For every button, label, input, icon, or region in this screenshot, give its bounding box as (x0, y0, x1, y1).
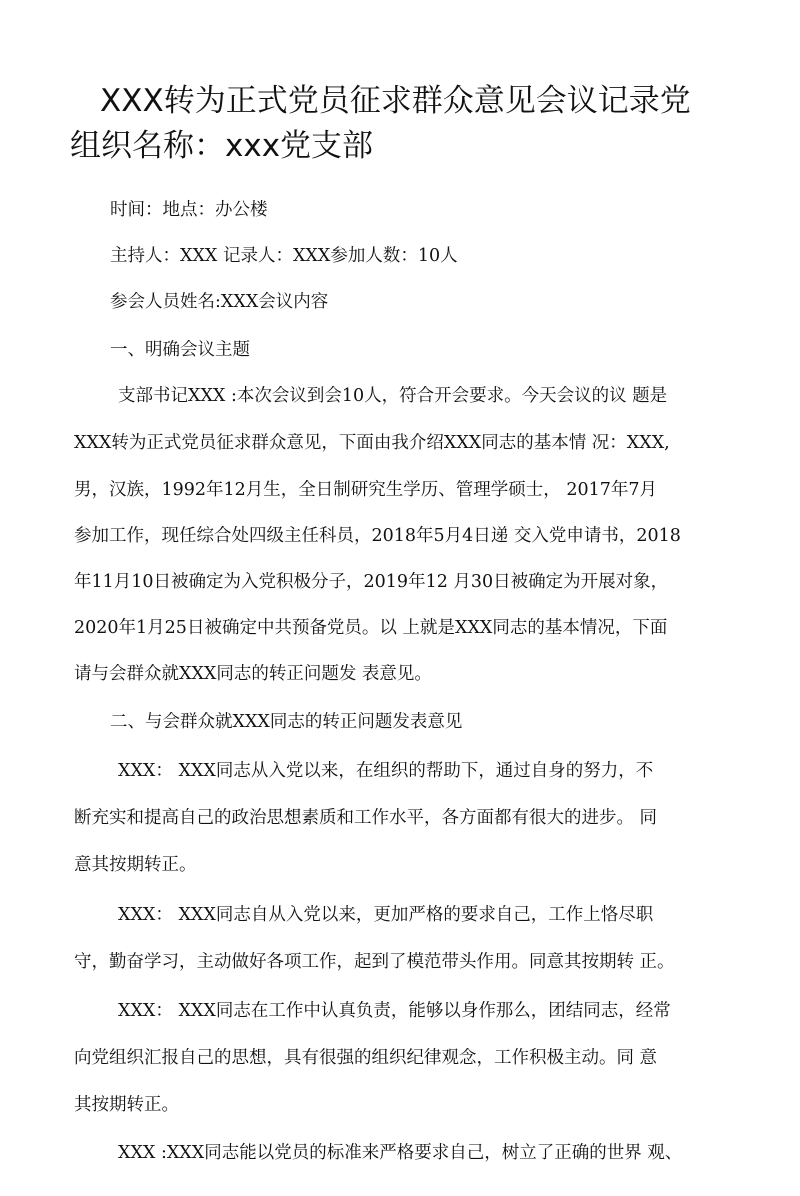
paragraph-line: XXX： XXX同志自从入党以来，更加严格的要求自己，工作上恪尽职 (118, 905, 654, 925)
paragraph-line: 2020年1月25日被确定中共预备党员。以 上就是XXX同志的基本情况，下面 (74, 618, 668, 638)
paragraph-line: XXX :XXX同志能以党员的标准来严格要求自己，树立了正确的世界 观、 (118, 1143, 683, 1163)
section-heading-2: 二、与会群众就XXX同志的转正问题发表意见 (110, 712, 463, 732)
section-heading-1: 一、明确会议主题 (110, 340, 250, 360)
meeting-time-place: 时间：地点：办公楼 (110, 200, 268, 220)
paragraph-line: XXX： XXX同志在工作中认真负责，能够以身作那么，团结同志，经常 (118, 1001, 671, 1021)
paragraph-line: 年11月10日被确定为入党积极分子，2019年12 月30日被确定为开展对象， (74, 572, 669, 592)
meeting-attendees: 参会人员姓名:XXX会议内容 (110, 292, 329, 312)
meeting-host-recorder: 主持人：XXX 记录人：XXX参加人数：10人 (110, 246, 458, 266)
paragraph-line: 参加工作，现任综合处四级主任科员，2018年5月4日递 交入党申请书，2018 (74, 526, 681, 546)
paragraph-line: 支部书记XXX :本次会议到会10人，符合开会要求。今天会议的议 题是 (118, 386, 668, 406)
paragraph-line: 男，汉族，1992年12月生，全日制研究生学历、管理学硕士， 2017年7月 (74, 480, 658, 500)
paragraph-line: 断充实和提高自己的政治思想素质和工作水平，各方面都有很大的进步。 同 (74, 808, 658, 828)
paragraph-line: 请与会群众就XXX同志的转正问题发 表意见。 (74, 664, 432, 684)
paragraph-line: 其按期转正。 (74, 1095, 179, 1115)
paragraph-line: 守，勤奋学习，主动做好各项工作，起到了模范带头作用。同意其按期转 正。 (74, 952, 675, 972)
paragraph-line: 向党组织汇报自己的思想，具有很强的组织纪律观念，工作积极主动。同 意 (74, 1048, 658, 1068)
paragraph-line: XXX转为正式党员征求群众意见，下面由我介绍XXX同志的基本情 况：XXX, (74, 433, 670, 453)
title-line-2: 组织名称：xxx党支部 (70, 128, 374, 164)
title-line-1: XXX转为正式党员征求群众意见会议记录党 (100, 83, 691, 119)
paragraph-line: 意其按期转正。 (74, 855, 197, 875)
paragraph-line: XXX： XXX同志从入党以来，在组织的帮助下，通过自身的努力，不 (118, 761, 654, 781)
